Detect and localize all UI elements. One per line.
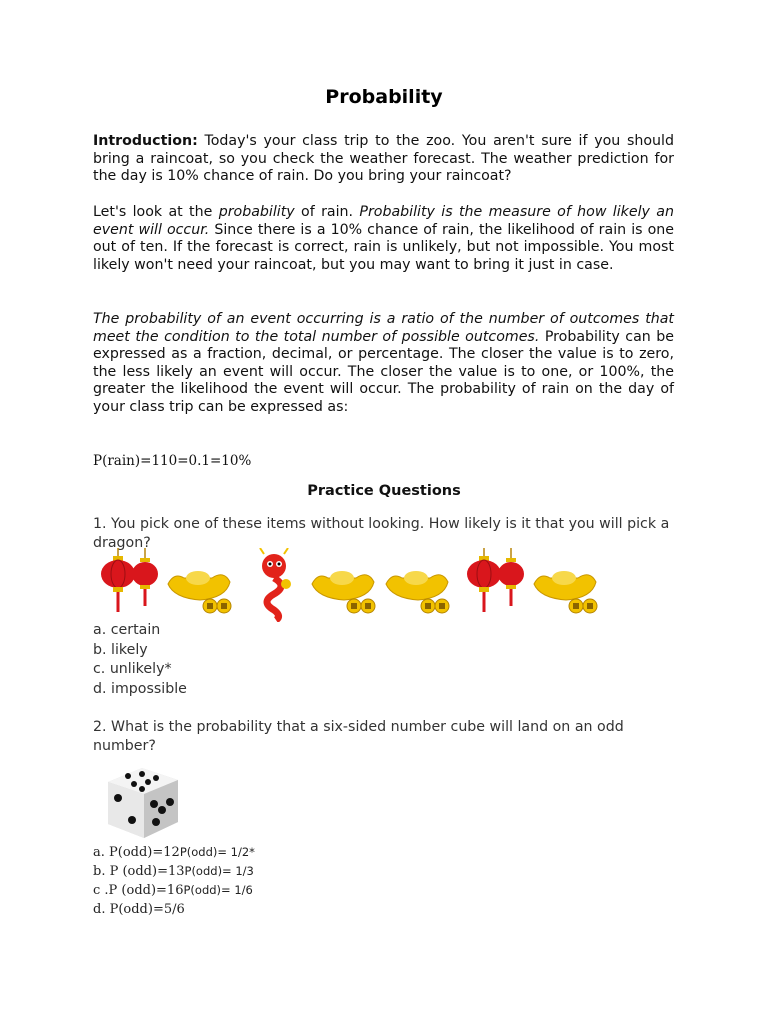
lantern-icon (466, 548, 528, 622)
option-main: d. P(odd)=5/6 (93, 902, 185, 917)
option-overlay: P(odd)= 1/3 (184, 864, 254, 878)
text-run: of rain. (294, 204, 360, 220)
text-run: Probability can be expressed as a fraction, decimal, or percentage. The closer the value is to zero, the less likely an event will occur. The closer the value is to one, or 100%, the greater the likelihood the event will occur. The probability of rain on the day of your class trip can be expressed as: (93, 328, 675, 415)
gold-ingot-icon (382, 548, 454, 622)
option-a (93, 845, 255, 864)
dragon-icon (252, 548, 300, 622)
lantern-icon (100, 548, 162, 622)
option-overlay: P(odd)= 1/2* (179, 845, 255, 859)
text-run: Since there is a 10% chance of rain, the likelihood of rain is one out of ten. If the forecast is correct, rain is unlikely, but not impossible. You most likely won't need your raincoat, but you may want to bring it just in case. (93, 221, 674, 273)
gold-ingot-icon (164, 548, 236, 622)
option-d: d. impossible (93, 680, 187, 697)
gold-ingot-icon (530, 548, 602, 622)
probability-definition-paragraph (93, 204, 674, 274)
gold-ingot-icon (308, 548, 380, 622)
option-b: b. likely (93, 641, 148, 658)
intro-paragraph (93, 133, 674, 186)
option-main: b. P (odd)=13 (93, 864, 185, 879)
text-run: Let's look at the (93, 204, 219, 220)
option-c (93, 883, 255, 902)
page-title: Probability (325, 86, 443, 108)
option-overlay: P(odd)= 1/6 (183, 883, 253, 897)
practice-heading: Practice Questions (307, 483, 461, 499)
intro-label: Introduction: (93, 133, 198, 149)
definition-italic: Probability is the measure of how likely an event will occur. (93, 204, 674, 238)
dice-icon (98, 762, 186, 842)
option-b (93, 864, 255, 883)
option-main: c .P (odd)=16 (93, 883, 184, 898)
option-main: a. P(odd)=12 (93, 845, 180, 860)
question-2-options (93, 845, 255, 921)
item-row (100, 548, 610, 622)
intro-text: Today's your class trip to the zoo. You aren't sure if you should bring a raincoat, so you check the weather forecast. The weather prediction for the day is 10% chance of rain. Do you bring your raincoat? (93, 133, 674, 185)
italic-term: probability (218, 204, 295, 220)
option-d (93, 902, 255, 921)
question-1: 1. You pick one of these items without looking. How likely is it that you will pick a dragon? (93, 516, 670, 551)
ratio-definition-italic: The probability of an event occurring is a ratio of the number of outcomes that meet the condition to the total number of possible outcomes. (93, 311, 674, 345)
rain-formula: P(rain)=110=0.1=10% (93, 453, 252, 469)
option-c: c. unlikely* (93, 661, 172, 677)
question-1-options (93, 621, 187, 699)
ratio-paragraph (93, 311, 674, 417)
option-a: a. certain (93, 622, 161, 638)
question-2: 2. What is the probability that a six-sided number cube will land on an odd number? (93, 719, 624, 754)
